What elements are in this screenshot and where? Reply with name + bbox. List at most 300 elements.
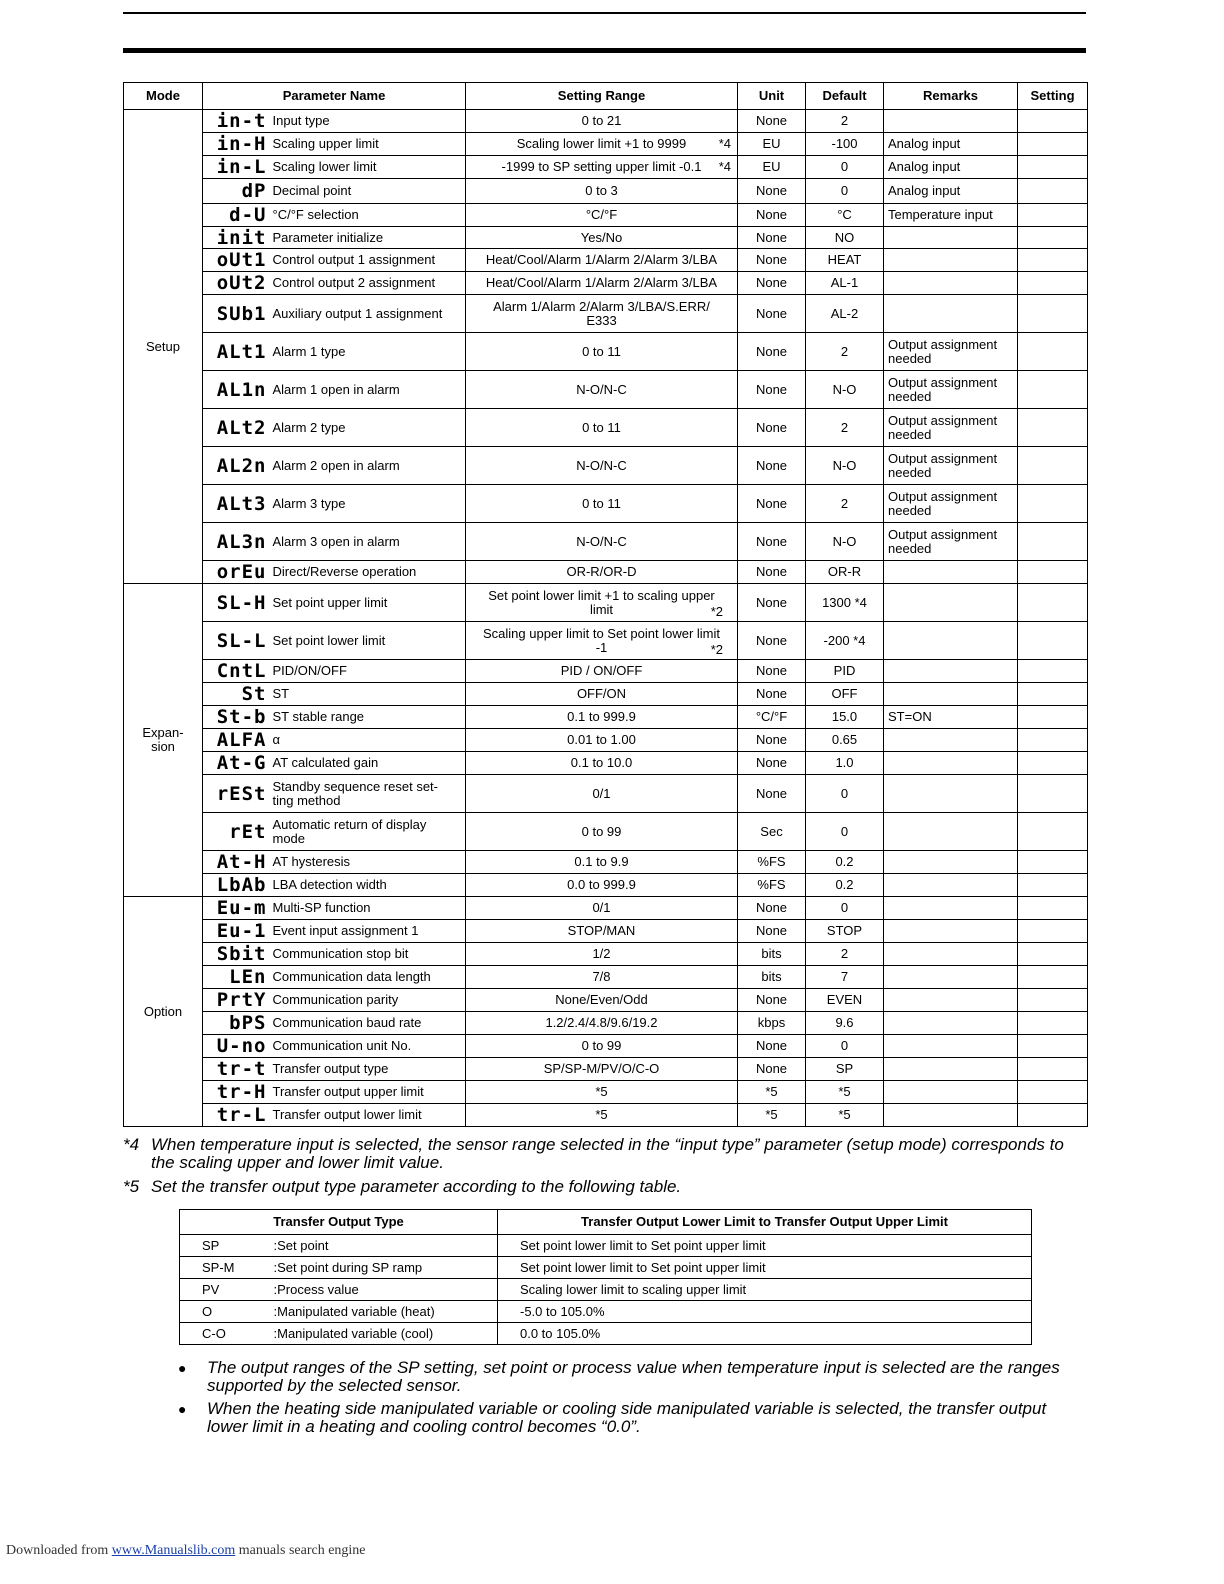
range-text: Scaling lower limit +1 to 9999 (516, 136, 687, 151)
parameter-name: Communication stop bit (269, 943, 466, 966)
range-text: SP/SP-M/PV/O/C-O (543, 1061, 660, 1076)
transfer-description: :Set point (270, 1235, 498, 1257)
remarks-cell (884, 897, 1018, 920)
parameter-name: Automatic return of display mode (269, 813, 466, 851)
default-cell: 0.2 (806, 851, 884, 874)
footnote-text: When temperature input is selected, the sensor range selected in the “input type” parameter (setup mode) corresponds to the scaling upper and lower limit value. (151, 1135, 1064, 1172)
default-cell: N-O (806, 447, 884, 485)
parameter-code: PrtY (203, 989, 269, 1012)
bullet-item (178, 1359, 1088, 1395)
parameter-name: Control output 2 assignment (269, 272, 466, 295)
range-text: Alarm 1/Alarm 2/Alarm 3/LBA/S.ERR/ E333 (493, 298, 710, 328)
remarks-cell (884, 1035, 1018, 1058)
setting-cell[interactable] (1018, 851, 1088, 874)
default-cell: 0 (806, 1035, 884, 1058)
range-text: 0.1 to 9.9 (574, 854, 629, 869)
parameter-name: Scaling upper limit (269, 133, 466, 156)
transfer-abbr: SP-M (180, 1257, 270, 1279)
table-row (124, 156, 1088, 179)
default-cell: 0 (806, 156, 884, 179)
transfer-description: :Manipulated variable (heat) (270, 1301, 498, 1323)
header-setting: Setting (1018, 83, 1088, 110)
setting-cell[interactable] (1018, 204, 1088, 227)
setting-range (466, 729, 738, 752)
setting-cell[interactable] (1018, 561, 1088, 584)
parameter-code: AL3n (203, 523, 269, 561)
parameter-code: At-G (203, 752, 269, 775)
setting-cell[interactable] (1018, 295, 1088, 333)
parameter-name: Transfer output upper limit (269, 1081, 466, 1104)
setting-range (466, 204, 738, 227)
parameter-name: Event input assignment 1 (269, 920, 466, 943)
setting-range (466, 706, 738, 729)
range-text: STOP/MAN (567, 923, 636, 938)
setting-cell[interactable] (1018, 897, 1088, 920)
top-rule (123, 12, 1086, 14)
parameter-code: d-U (203, 204, 269, 227)
remarks-cell: ST=ON (884, 706, 1018, 729)
unit-cell: None (738, 584, 806, 622)
setting-range (466, 1081, 738, 1104)
range-text: Heat/Cool/Alarm 1/Alarm 2/Alarm 3/LBA (485, 275, 718, 290)
table-row (124, 179, 1088, 204)
parameter-name: LBA detection width (269, 874, 466, 897)
unit-cell: None (738, 561, 806, 584)
table-row (124, 409, 1088, 447)
remarks-cell: Output assignment needed (884, 371, 1018, 409)
table-row (124, 204, 1088, 227)
table-row (180, 1301, 1032, 1323)
parameter-name: α (269, 729, 466, 752)
setting-range (466, 1012, 738, 1035)
table-row (124, 1081, 1088, 1104)
parameter-code: Eu-m (203, 897, 269, 920)
unit-cell: None (738, 752, 806, 775)
table-row (124, 920, 1088, 943)
parameter-name: Alarm 3 open in alarm (269, 523, 466, 561)
parameter-code: AL2n (203, 447, 269, 485)
transfer-range: -5.0 to 105.0% (498, 1301, 1032, 1323)
header-rule (123, 48, 1086, 53)
default-cell: -200 *4 (806, 622, 884, 660)
table-row (124, 813, 1088, 851)
parameter-name: Standby sequence reset set- ting method (269, 775, 466, 813)
remarks-cell (884, 943, 1018, 966)
header-default: Default (806, 83, 884, 110)
default-cell: STOP (806, 920, 884, 943)
setting-cell[interactable] (1018, 523, 1088, 561)
remarks-cell (884, 561, 1018, 584)
table-row (124, 295, 1088, 333)
setting-cell[interactable] (1018, 371, 1088, 409)
table-row (124, 989, 1088, 1012)
unit-cell: EU (738, 156, 806, 179)
range-text: 0/1 (592, 900, 611, 915)
parameter-name: Parameter initialize (269, 227, 466, 249)
setting-cell[interactable] (1018, 227, 1088, 249)
unit-cell: Sec (738, 813, 806, 851)
table-row (124, 874, 1088, 897)
range-note: *2 (710, 604, 723, 619)
range-text: Scaling upper limit to Set point lower limit -1 (483, 625, 720, 655)
default-cell: 0.65 (806, 729, 884, 752)
setting-range (466, 179, 738, 204)
default-cell: 2 (806, 409, 884, 447)
manualslib-link[interactable]: www.Manualslib.com (111, 1543, 236, 1558)
setting-range (466, 1058, 738, 1081)
parameter-code: in-L (203, 156, 269, 179)
range-text: 0 to 11 (582, 419, 621, 435)
default-cell: -100 (806, 133, 884, 156)
table-row (124, 1012, 1088, 1035)
remarks-cell (884, 683, 1018, 706)
table-header-row (124, 83, 1088, 110)
range-text: 0 to 21 (581, 113, 622, 128)
table-row (124, 1104, 1088, 1127)
range-text: Yes/No (580, 229, 623, 245)
table-row (180, 1257, 1032, 1279)
remarks-cell (884, 752, 1018, 775)
parameter-name: Direct/Reverse operation (269, 561, 466, 584)
remarks-cell (884, 874, 1018, 897)
setting-cell[interactable] (1018, 1081, 1088, 1104)
range-text: 0 to 11 (582, 343, 621, 359)
setting-range (466, 227, 738, 249)
unit-cell: None (738, 179, 806, 204)
transfer-description: :Process value (270, 1279, 498, 1301)
parameter-name: Alarm 1 open in alarm (269, 371, 466, 409)
default-cell: °C (806, 204, 884, 227)
parameter-code: St-b (203, 706, 269, 729)
parameter-name: ST (269, 683, 466, 706)
remarks-cell (884, 110, 1018, 133)
setting-range (466, 1104, 738, 1127)
table-row (124, 775, 1088, 813)
range-text: 0.0 to 999.9 (567, 877, 636, 892)
range-note: *4 (718, 136, 731, 151)
default-cell: 0 (806, 775, 884, 813)
setting-cell[interactable] (1018, 133, 1088, 156)
unit-cell: *5 (738, 1104, 806, 1127)
remarks-cell (884, 1104, 1018, 1127)
table-row (124, 249, 1088, 272)
remarks-cell (884, 272, 1018, 295)
setting-cell[interactable] (1018, 156, 1088, 179)
default-cell: EVEN (806, 989, 884, 1012)
unit-cell: *5 (738, 1081, 806, 1104)
parameter-code: orEu (203, 561, 269, 584)
header-remarks: Remarks (884, 83, 1018, 110)
remarks-cell: Temperature input (884, 204, 1018, 227)
page-footer (6, 1543, 366, 1559)
range-text: 7/8 (592, 969, 611, 984)
parameter-code: Sbit (203, 943, 269, 966)
bullet-item (178, 1400, 1088, 1436)
parameter-code: tr-t (203, 1058, 269, 1081)
default-cell: 9.6 (806, 1012, 884, 1035)
range-text: N-O/N-C (576, 533, 627, 549)
table-row (124, 660, 1088, 683)
unit-cell: None (738, 371, 806, 409)
unit-cell: None (738, 1058, 806, 1081)
setting-cell[interactable] (1018, 729, 1088, 752)
default-cell: 0.2 (806, 874, 884, 897)
table-row (124, 729, 1088, 752)
range-text: None/Even/Odd (555, 992, 648, 1007)
remarks-cell (884, 1081, 1018, 1104)
parameter-code: tr-H (203, 1081, 269, 1104)
table-row (124, 584, 1088, 622)
remarks-cell: Output assignment needed (884, 333, 1018, 371)
parameter-name: °C/°F selection (269, 204, 466, 227)
unit-cell: None (738, 204, 806, 227)
table-row (124, 227, 1088, 249)
unit-cell: None (738, 227, 806, 249)
unit-cell: None (738, 897, 806, 920)
setting-cell[interactable] (1018, 920, 1088, 943)
range-text: Set point lower limit +1 to scaling upper limit (488, 587, 715, 617)
mode-cell: Option (124, 897, 203, 1127)
remarks-cell (884, 813, 1018, 851)
remarks-cell (884, 775, 1018, 813)
range-text: 0 to 11 (582, 495, 621, 511)
table-row (180, 1279, 1032, 1301)
default-cell: 7 (806, 966, 884, 989)
setting-range (466, 989, 738, 1012)
range-text: Heat/Cool/Alarm 1/Alarm 2/Alarm 3/LBA (485, 252, 718, 267)
setting-range (466, 1035, 738, 1058)
default-cell: 1300 *4 (806, 584, 884, 622)
setting-range (466, 409, 738, 447)
remarks-cell: Output assignment needed (884, 523, 1018, 561)
parameter-code: in-H (203, 133, 269, 156)
default-cell: AL-2 (806, 295, 884, 333)
default-cell: 15.0 (806, 706, 884, 729)
remarks-cell: Output assignment needed (884, 409, 1018, 447)
default-cell: 0 (806, 179, 884, 204)
setting-cell[interactable] (1018, 249, 1088, 272)
parameter-name: Set point upper limit (269, 584, 466, 622)
table-row (124, 966, 1088, 989)
parameter-name: Control output 1 assignment (269, 249, 466, 272)
remarks-cell (884, 920, 1018, 943)
range-text: °C/°F (585, 207, 618, 222)
unit-cell: None (738, 729, 806, 752)
setting-cell[interactable] (1018, 1058, 1088, 1081)
setting-range (466, 851, 738, 874)
parameter-name: Alarm 1 type (269, 333, 466, 371)
table-row (180, 1323, 1032, 1345)
remarks-cell: Output assignment needed (884, 447, 1018, 485)
default-cell: *5 (806, 1104, 884, 1127)
setting-cell[interactable] (1018, 1104, 1088, 1127)
setting-range (466, 523, 738, 561)
parameter-code: ALt2 (203, 409, 269, 447)
parameter-name: PID/ON/OFF (269, 660, 466, 683)
remarks-cell (884, 295, 1018, 333)
transfer-abbr: SP (180, 1235, 270, 1257)
range-text: N-O/N-C (576, 381, 627, 397)
setting-cell[interactable] (1018, 683, 1088, 706)
setting-cell[interactable] (1018, 622, 1088, 660)
bullet-text: The output ranges of the SP setting, set point or process value when temperature input is selected are the ranges supported by the selected sensor. (207, 1358, 1060, 1395)
range-text: 0.1 to 10.0 (570, 755, 633, 770)
table-row (124, 110, 1088, 133)
table-row (124, 683, 1088, 706)
setting-range (466, 295, 738, 333)
bullet-dot-icon: ● (178, 1360, 187, 1376)
remarks-cell (884, 249, 1018, 272)
bullet-dot-icon: ● (178, 1401, 187, 1417)
remarks-cell (884, 851, 1018, 874)
unit-cell: kbps (738, 1012, 806, 1035)
parameter-code: dP (203, 179, 269, 204)
setting-cell[interactable] (1018, 110, 1088, 133)
setting-range (466, 249, 738, 272)
setting-range (466, 683, 738, 706)
parameter-code: rESt (203, 775, 269, 813)
unit-cell: None (738, 523, 806, 561)
range-text: 0.1 to 999.9 (567, 709, 636, 724)
setting-range (466, 333, 738, 371)
parameter-code: oUt2 (203, 272, 269, 295)
mode-cell: Expan- sion (124, 584, 203, 897)
parameter-code: ALt1 (203, 333, 269, 371)
unit-cell: None (738, 295, 806, 333)
setting-cell[interactable] (1018, 179, 1088, 204)
setting-cell[interactable] (1018, 989, 1088, 1012)
unit-cell: None (738, 333, 806, 371)
transfer-description: :Set point during SP ramp (270, 1257, 498, 1279)
parameter-code: SUb1 (203, 295, 269, 333)
parameter-name: Set point lower limit (269, 622, 466, 660)
unit-cell: None (738, 920, 806, 943)
table-row (124, 561, 1088, 584)
footnote-4 (123, 1136, 1088, 1172)
table-row (124, 485, 1088, 523)
table-row (124, 752, 1088, 775)
setting-range (466, 485, 738, 523)
range-text: 0.01 to 1.00 (567, 732, 636, 747)
parameter-table (123, 82, 1088, 1127)
setting-cell[interactable] (1018, 409, 1088, 447)
remarks-cell (884, 660, 1018, 683)
setting-cell[interactable] (1018, 874, 1088, 897)
default-cell: OFF (806, 683, 884, 706)
range-text: 0 to 3 (585, 183, 618, 198)
mode-cell: Setup (124, 110, 203, 584)
remarks-cell (884, 1012, 1018, 1035)
unit-cell: None (738, 775, 806, 813)
setting-cell[interactable] (1018, 333, 1088, 371)
parameter-name: Transfer output lower limit (269, 1104, 466, 1127)
default-cell: N-O (806, 523, 884, 561)
default-cell: OR-R (806, 561, 884, 584)
unit-cell: bits (738, 966, 806, 989)
unit-cell: None (738, 447, 806, 485)
footnote-5 (123, 1178, 1088, 1196)
parameter-code: init (203, 227, 269, 249)
setting-cell[interactable] (1018, 813, 1088, 851)
remarks-cell (884, 966, 1018, 989)
setting-cell[interactable] (1018, 1012, 1088, 1035)
parameter-name: ST stable range (269, 706, 466, 729)
footer-suffix: manuals search engine (235, 1543, 366, 1558)
table-row (180, 1235, 1032, 1257)
setting-range (466, 272, 738, 295)
unit-cell: None (738, 989, 806, 1012)
setting-range (466, 752, 738, 775)
header-parameter-name: Parameter Name (203, 83, 466, 110)
setting-range (466, 874, 738, 897)
unit-cell: °C/°F (738, 706, 806, 729)
setting-cell[interactable] (1018, 706, 1088, 729)
parameter-code: LbAb (203, 874, 269, 897)
parameter-code: tr-L (203, 1104, 269, 1127)
setting-cell[interactable] (1018, 775, 1088, 813)
setting-cell[interactable] (1018, 660, 1088, 683)
parameter-name: AT calculated gain (269, 752, 466, 775)
parameter-code: in-t (203, 110, 269, 133)
table-row (124, 851, 1088, 874)
header-unit: Unit (738, 83, 806, 110)
setting-range (466, 156, 738, 179)
footnote-mark: *4 (123, 1135, 140, 1154)
unit-cell: None (738, 622, 806, 660)
default-cell: NO (806, 227, 884, 249)
parameter-name: Alarm 2 open in alarm (269, 447, 466, 485)
transfer-header-range: Transfer Output Lower Limit to Transfer Output Upper Limit (498, 1210, 1032, 1235)
setting-cell[interactable] (1018, 485, 1088, 523)
range-note: *2 (710, 642, 723, 657)
unit-cell: None (738, 272, 806, 295)
parameter-name: Alarm 3 type (269, 485, 466, 523)
range-text: -1999 to SP setting upper limit -0.1 (501, 159, 702, 174)
setting-range (466, 920, 738, 943)
range-text: *5 (595, 1107, 608, 1122)
range-text: N-O/N-C (576, 457, 627, 473)
setting-cell[interactable] (1018, 584, 1088, 622)
parameter-code: rEt (203, 813, 269, 851)
default-cell: 0 (806, 897, 884, 920)
transfer-range: Scaling lower limit to scaling upper limit (498, 1279, 1032, 1301)
setting-cell[interactable] (1018, 966, 1088, 989)
setting-cell[interactable] (1018, 752, 1088, 775)
setting-cell[interactable] (1018, 447, 1088, 485)
footer-prefix: Downloaded from (6, 1543, 112, 1558)
range-text: 0 to 99 (581, 1038, 622, 1053)
setting-cell[interactable] (1018, 943, 1088, 966)
table-row (124, 706, 1088, 729)
parameter-name: Transfer output type (269, 1058, 466, 1081)
transfer-range: Set point lower limit to Set point upper limit (498, 1257, 1032, 1279)
unit-cell: None (738, 409, 806, 447)
parameter-code: ALFA (203, 729, 269, 752)
setting-cell[interactable] (1018, 272, 1088, 295)
setting-cell[interactable] (1018, 1035, 1088, 1058)
setting-range (466, 133, 738, 156)
transfer-range: Set point lower limit to Set point upper limit (498, 1235, 1032, 1257)
setting-range (466, 660, 738, 683)
range-text: 0 to 99 (581, 823, 622, 839)
parameter-code: ALt3 (203, 485, 269, 523)
parameter-code: CntL (203, 660, 269, 683)
transfer-header-type: Transfer Output Type (180, 1210, 498, 1235)
remarks-cell (884, 584, 1018, 622)
parameter-code: bPS (203, 1012, 269, 1035)
table-row (124, 1035, 1088, 1058)
setting-range (466, 813, 738, 851)
